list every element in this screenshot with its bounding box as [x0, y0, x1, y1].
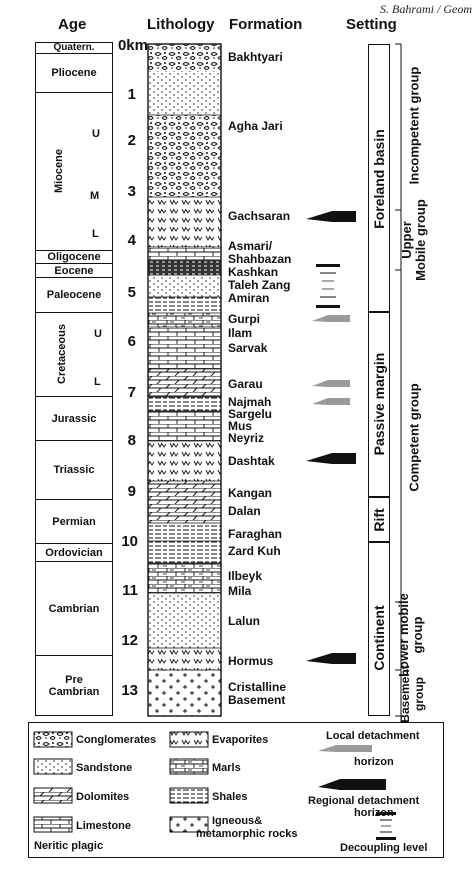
age-oligocene: Oligocene — [35, 250, 113, 264]
depth-10: 10 — [121, 533, 138, 550]
lith-garau — [148, 369, 221, 397]
depth-13: 13 — [121, 682, 138, 699]
lith-agha-jari — [148, 115, 221, 197]
fm-gurpi: Gurpi — [228, 312, 260, 326]
age-precambrian: Pre Cambrian — [35, 655, 113, 716]
age-miocene-u: U — [92, 128, 100, 140]
depth-7: 7 — [127, 384, 136, 401]
fm-kashkan: Kashkan — [228, 265, 279, 279]
setting-passive: Passive margin — [371, 352, 387, 456]
fm-hormus: Hormus — [228, 654, 274, 668]
depth-0: 0km — [117, 37, 148, 54]
lith-dalan — [148, 481, 221, 523]
age-paleocene: Paleocene — [35, 277, 113, 313]
lith-neyriz — [148, 411, 221, 441]
lith-lalun — [148, 593, 221, 648]
depth-3: 3 — [127, 183, 136, 200]
decoupling-level-symbol — [316, 264, 340, 308]
legend-decoupling: Decoupling level — [340, 842, 428, 854]
regional-detachment-arrow-dashtak — [306, 453, 356, 464]
age-miocene-m: M — [90, 190, 100, 202]
legend-sandstone: Sandstone — [76, 762, 133, 774]
fm-shahbazan: Shahbazan — [228, 252, 292, 266]
legend-dolomites: Dolomites — [76, 791, 130, 803]
lith-bakhtyari — [148, 44, 221, 71]
lith-kashkan — [148, 261, 221, 275]
age-pliocene: Pliocene — [35, 53, 113, 93]
lith-dashtak — [148, 441, 221, 481]
depth-6: 6 — [127, 333, 136, 350]
fm-faraghan: Faraghan — [228, 527, 283, 541]
lith-sarvak — [148, 327, 221, 369]
fm-gachsaran: Gachsaran — [228, 209, 291, 223]
lith-amiran — [148, 297, 221, 313]
fm-ilam: Ilam — [228, 326, 253, 340]
depth-8: 8 — [127, 432, 136, 449]
group-lower-mobile: Lower mobile group — [396, 593, 425, 677]
depth-12: 12 — [121, 632, 138, 649]
lith-asmari — [148, 247, 221, 261]
age-ordovician: Ordovician — [35, 543, 113, 562]
fm-neyriz: Neyriz — [228, 431, 265, 445]
fm-ilbeyk: Ilbeyk — [228, 569, 263, 583]
header-formation: Formation — [229, 16, 303, 33]
regional-detachment-arrow-hormus — [306, 653, 356, 664]
legend-shales: Shales — [212, 791, 248, 803]
legend-limestone: Limestone — [76, 820, 132, 832]
fm-basement: Basement — [228, 693, 286, 707]
lith-gurpi — [148, 313, 221, 327]
citation: S. Bahrami / Geom — [380, 2, 472, 16]
header-age: Age — [58, 16, 87, 33]
lith-zard-kuh — [148, 541, 221, 563]
group-incompetent: Incompetent group — [406, 66, 422, 185]
fm-dashtak: Dashtak — [228, 454, 275, 468]
legend-evaporites: Evaporites — [212, 734, 269, 746]
age-cretaceous-u: U — [94, 328, 102, 340]
depth-2: 2 — [127, 132, 136, 149]
fm-garau: Garau — [228, 377, 263, 391]
lith-najmah — [148, 397, 221, 411]
lith-hormus — [148, 648, 221, 670]
fm-bakhtyari: Bakhtyari — [228, 50, 283, 64]
fm-amiran: Amiran — [228, 291, 270, 305]
group-upper-mobile: Upper Mobile group — [399, 199, 428, 281]
depth-5: 5 — [127, 284, 136, 301]
group-competent: Competent group — [406, 383, 422, 492]
lith-mila — [148, 563, 221, 593]
legend-local-detachment: Local detachment — [326, 730, 420, 742]
fm-dalan: Dalan — [228, 504, 261, 518]
fm-sargelu: Sargelu — [228, 407, 273, 421]
lith-taleh-zang — [148, 275, 221, 297]
legend-local-detachment-2: horizon — [354, 756, 394, 768]
fm-mila: Mila — [228, 584, 252, 598]
age-permian: Permian — [35, 499, 113, 544]
lith-basement — [148, 670, 221, 716]
legend-metamorphic: metamorphic rocks — [196, 828, 298, 840]
group-basement: Basement group — [398, 665, 426, 723]
age-eocene: Eocene — [35, 263, 113, 278]
age-cretaceous-l: L — [94, 376, 101, 388]
lith-faraghan — [148, 523, 221, 541]
header-lithology: Lithology — [147, 16, 215, 33]
fm-mus: Mus — [228, 419, 252, 433]
legend-conglomerates: Conglomerates — [76, 734, 157, 746]
local-detachment-arrow-najmah — [312, 398, 350, 405]
lith-gachsaran — [148, 197, 221, 247]
lithology-column — [148, 44, 221, 716]
fm-cristalline: Cristalline — [228, 680, 287, 694]
fm-lalun: Lalun — [228, 614, 260, 628]
fm-asmari: Asmari/ — [228, 239, 273, 253]
header-setting: Setting — [346, 16, 397, 33]
depth-9: 9 — [127, 483, 136, 500]
age-cambrian: Cambrian — [35, 561, 113, 656]
legend-regional-detachment-2: horizon — [354, 807, 394, 819]
fm-agha-jari: Agha Jari — [228, 119, 283, 133]
legend-marls: Marls — [212, 762, 241, 774]
lith-bakhtyari-sand — [148, 71, 221, 115]
depth-11: 11 — [122, 582, 138, 599]
legend-igneous: Igneous& — [212, 815, 263, 827]
setting-rift: Rift — [371, 508, 387, 532]
setting-foreland: Foreland basin — [371, 129, 387, 229]
age-miocene-l: L — [92, 228, 99, 240]
local-detachment-arrow-garau — [312, 380, 350, 387]
age-triassic: Triassic — [35, 440, 113, 500]
setting-continent: Continent — [371, 605, 387, 671]
fm-zard-kuh: Zard Kuh — [228, 544, 281, 558]
depth-1: 1 — [127, 86, 136, 103]
age-miocene: Miocene — [53, 149, 65, 194]
local-detachment-arrow-gurpi — [312, 315, 350, 322]
age-quaternary: Quatern. — [35, 42, 113, 54]
legend-neritic: Neritic plagic — [34, 840, 104, 852]
age-jurassic: Jurassic — [35, 396, 113, 441]
regional-detachment-arrow-gachsaran — [306, 211, 356, 222]
legend-regional-detachment: Regional detachment — [308, 795, 420, 807]
fm-najmah: Najmah — [228, 395, 272, 409]
fm-kangan: Kangan — [228, 486, 273, 500]
age-cretaceous: Cretaceous — [56, 324, 68, 384]
fm-sarvak: Sarvak — [228, 341, 268, 355]
depth-4: 4 — [127, 232, 136, 249]
fm-taleh-zang: Taleh Zang — [228, 278, 291, 292]
